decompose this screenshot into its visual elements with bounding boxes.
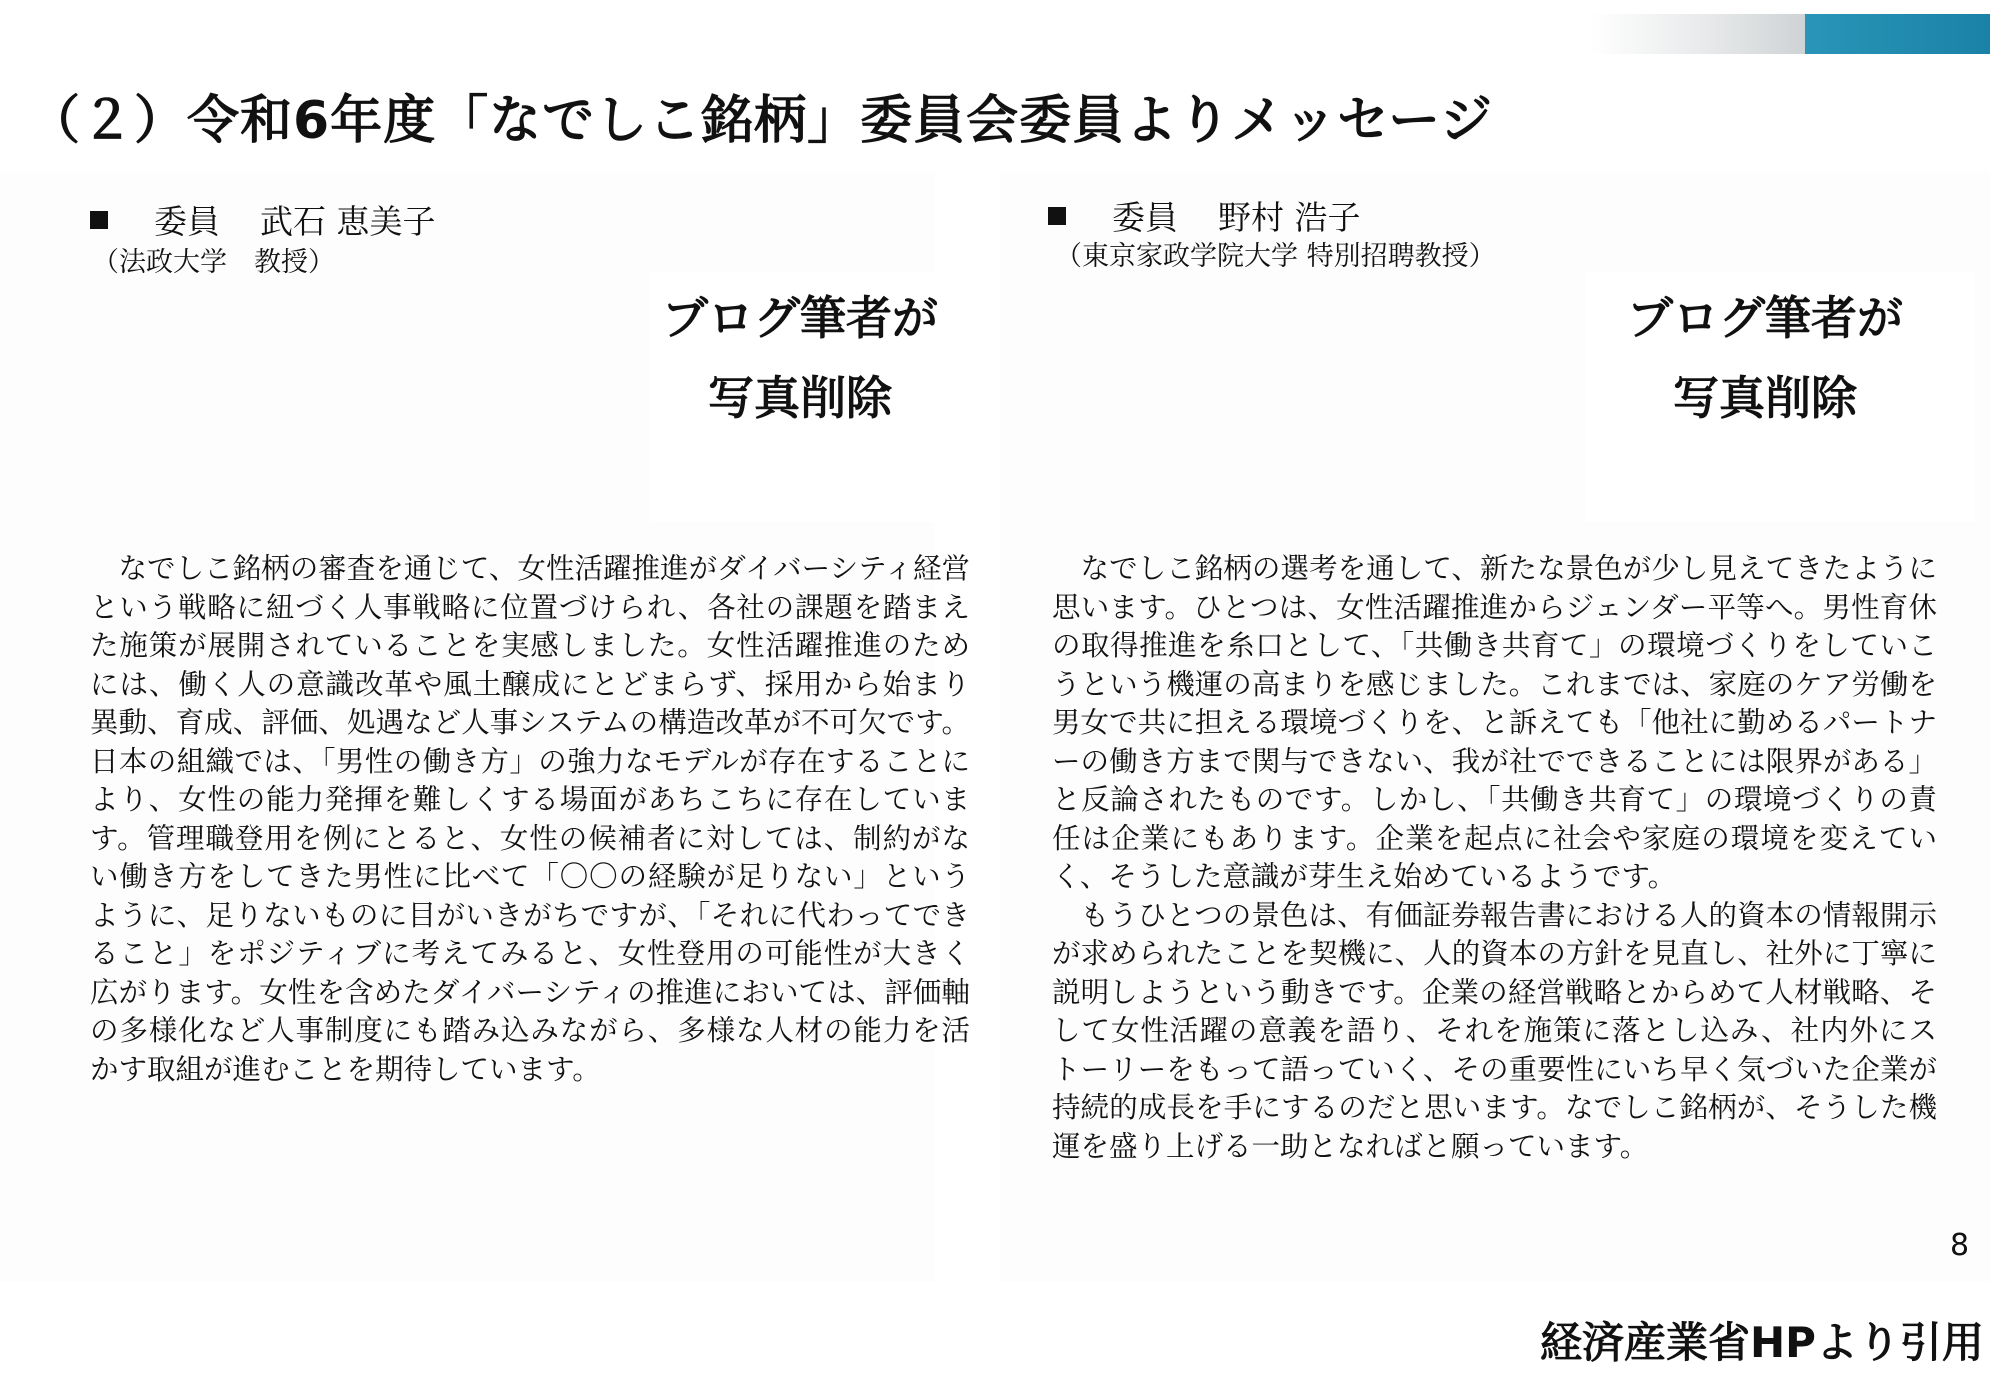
photo-note-line: 写真削除 xyxy=(1673,371,1857,425)
member-role: 委員 xyxy=(154,202,220,241)
member-affiliation: （法政大学 教授） xyxy=(92,247,335,278)
header-accent-bar xyxy=(1805,14,1990,54)
member-panel-nomura xyxy=(1000,172,1990,1282)
message-paragraph: なでしこ銘柄の審査を通じて、女性活躍推進がダイバーシティ経営という戦略に紐づく人事戦略に位置づけられ、各社の課題を踏まえた施策が展開されていることを実感しました。女性活躍推進のためには、働く人の意識改革や風土醸成にとどまらず、採用から始まり異動、育成、評価、処遇など人事システムの構造改革が不可欠です。日本の組織では、「男性の働き方」の強力なモデルが存在することにより、女性の能力発揮を難しくする場面があちこちに存在しています。管理職登用を例にとると、女性の候補者に対しては、制約がない働き方をしてきた男性に比べて「〇〇の経験が足りない」というように、足りないものに目がいきがちですが、「それに代わってできること」をポジティブに考えてみると、女性登用の可能性が大きく広がります。女性を含めたダイバーシティの推進においては、評価軸の多様化など人事制度にも踏み込みながら、多様な人材の能力を活かす取組が進むことを期待しています。 xyxy=(90,552,970,1086)
photo-note-line: 写真削除 xyxy=(708,371,892,425)
member-panel-takeishi xyxy=(0,172,970,1282)
member-affiliation: （東京家政学院大学 特別招聘教授） xyxy=(1055,241,1496,272)
member-message xyxy=(90,550,970,1089)
member-name: 野村 浩子 xyxy=(1218,198,1361,237)
page-title: （２）令和6年度「なでしこ銘柄」委員会委員よりメッセージ xyxy=(28,91,1494,151)
member-message xyxy=(1052,550,1937,1166)
bullet-square-icon xyxy=(1048,207,1066,225)
member-heading xyxy=(90,196,436,243)
member-heading xyxy=(1048,192,1361,239)
bullet-square-icon xyxy=(90,211,108,229)
message-paragraph: もうひとつの景色は、有価証券報告書における人的資本の情報開示が求められたことを契機に、人的資本の方針を見直し、社外に丁寧に説明しようという動きです。企業の経営戦略とからめて人材戦略、そして女性活躍の意義を語り、それを施策に落とし込み、社内外にストーリーをもって語っていく、その重要性にいち早く気づいた企業が持続的成長を手にするのだと思います。なでしこ銘柄が、そうした機運を盛り上げる一助となればと願っています。 xyxy=(1052,898,1937,1163)
member-name: 武石 恵美子 xyxy=(260,202,436,241)
header-accent-gradient xyxy=(1590,14,1805,54)
photo-note-line: ブログ筆者が xyxy=(1627,291,1903,345)
photo-removed-note xyxy=(1605,278,1925,438)
message-paragraph: なでしこ銘柄の選考を通して、新たな景色が少し見えてきたように思います。ひとつは、女性活躍推進からジェンダー平等へ。男性育休の取得推進を糸口として、「共働き共育て」の環境づくりをしていこうという機運の高まりを感じました。これまでは、家庭のケア労働を男女で共に担える環境づくりを、と訴えても「他社に勤めるパートナーの働き方まで関与できない、我が社でできることには限界がある」と反論されたものです。しかし、「共働き共育て」の環境づくりの責任は企業にもあります。企業を起点に社会や家庭の環境を変えていく、そうした意識が芽生え始めているようです。 xyxy=(1052,552,1937,893)
page-number: 8 xyxy=(1950,1228,1970,1263)
member-role: 委員 xyxy=(1112,198,1178,237)
photo-note-line: ブログ筆者が xyxy=(662,291,938,345)
source-citation: 経済産業省HPより引用 xyxy=(1540,1318,1984,1367)
photo-removed-note xyxy=(640,278,960,438)
